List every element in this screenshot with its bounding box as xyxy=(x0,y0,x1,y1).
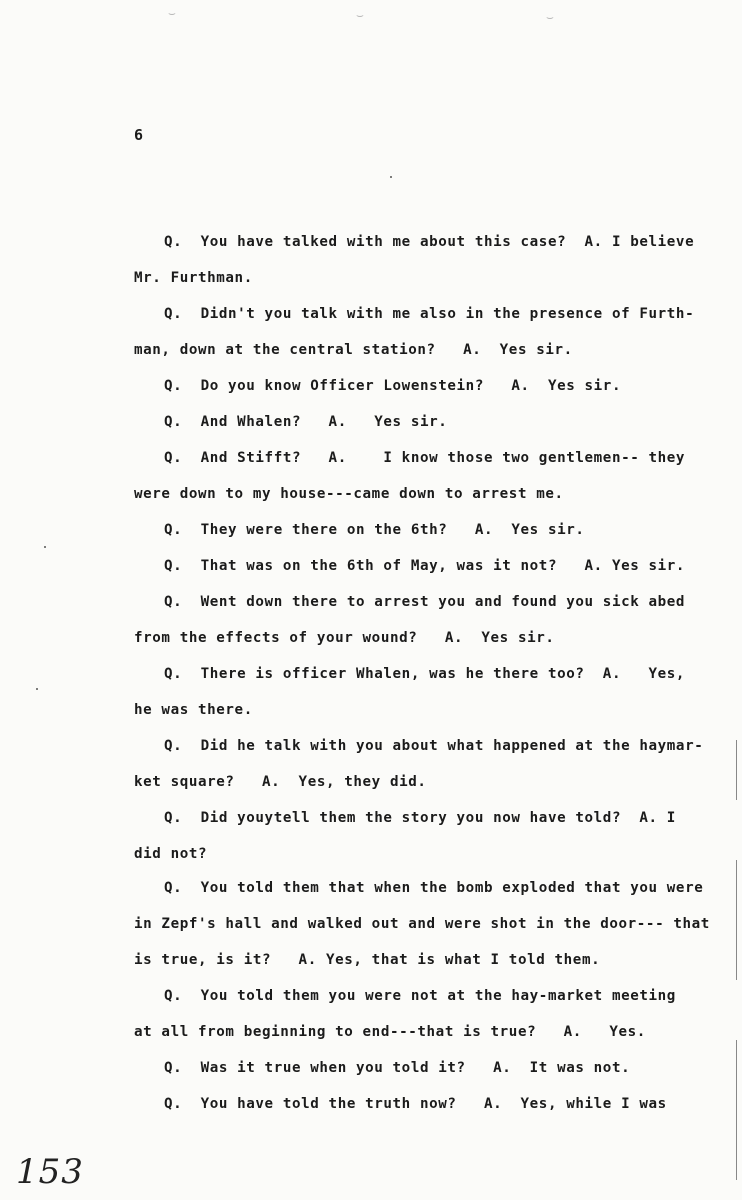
scan-smudge-mark: ⌣ xyxy=(168,6,176,20)
transcript-line: Q. Didn't you talk with me also in the presence of Furth- xyxy=(164,306,695,322)
scan-smudge-mark: ⌣ xyxy=(356,8,364,22)
transcript-line: is true, is it? A. Yes, that is what I told them. xyxy=(134,952,601,968)
transcript-line: were down to my house---came down to arrest me. xyxy=(134,486,564,502)
transcript-line: Q. Did he talk with you about what happened at the haymar- xyxy=(164,738,704,754)
transcript-line: in Zepf's hall and walked out and were shot in the door--- that xyxy=(134,916,710,932)
transcript-line: Q. Do you know Officer Lowenstein? A. Yes sir. xyxy=(164,378,622,394)
transcript-line: Q. Was it true when you told it? A. It was not. xyxy=(164,1060,631,1076)
transcript-line: Q. You told them that when the bomb exploded that you were xyxy=(164,880,704,896)
scan-edge-mark xyxy=(736,860,737,980)
transcript-line: Q. And Whalen? A. Yes sir. xyxy=(164,414,448,430)
transcript-line: Q. You have told the truth now? A. Yes, while I was xyxy=(164,1096,667,1112)
scan-speck xyxy=(44,546,46,548)
scan-edge-mark xyxy=(736,740,737,800)
transcript-line: man, down at the central station? A. Yes sir. xyxy=(134,342,573,358)
transcript-line: Q. You told them you were not at the hay-market meeting xyxy=(164,988,676,1004)
transcript-line: at all from beginning to end---that is true? A. Yes. xyxy=(134,1024,646,1040)
page-number: 6 xyxy=(134,126,145,144)
transcript-line: Q. That was on the 6th of May, was it not? A. Yes sir. xyxy=(164,558,686,574)
handwritten-page-number: 153 xyxy=(16,1152,84,1192)
transcript-line: Q. There is officer Whalen, was he there too? A. Yes, xyxy=(164,666,686,682)
transcript-line: he was there. xyxy=(134,702,253,718)
scan-edge-mark xyxy=(736,1040,737,1180)
scan-speck xyxy=(390,176,392,178)
scan-speck xyxy=(36,688,38,690)
transcript-line: from the effects of your wound? A. Yes sir. xyxy=(134,630,555,646)
transcript-line: Q. They were there on the 6th? A. Yes sir. xyxy=(164,522,585,538)
transcript-line: ket square? A. Yes, they did. xyxy=(134,774,427,790)
transcript-line: Q. You have talked with me about this case? A. I believe xyxy=(164,234,695,250)
transcript-line: did not? xyxy=(134,846,208,862)
transcript-line: Mr. Furthman. xyxy=(134,270,253,286)
transcript-line: Q. And Stifft? A. I know those two gentlemen-- they xyxy=(164,450,686,466)
transcript-line: Q. Did youytell them the story you now have told? A. I xyxy=(164,810,676,826)
scan-smudge-mark: ⌣ xyxy=(546,10,554,24)
transcript-line: Q. Went down there to arrest you and found you sick abed xyxy=(164,594,686,610)
